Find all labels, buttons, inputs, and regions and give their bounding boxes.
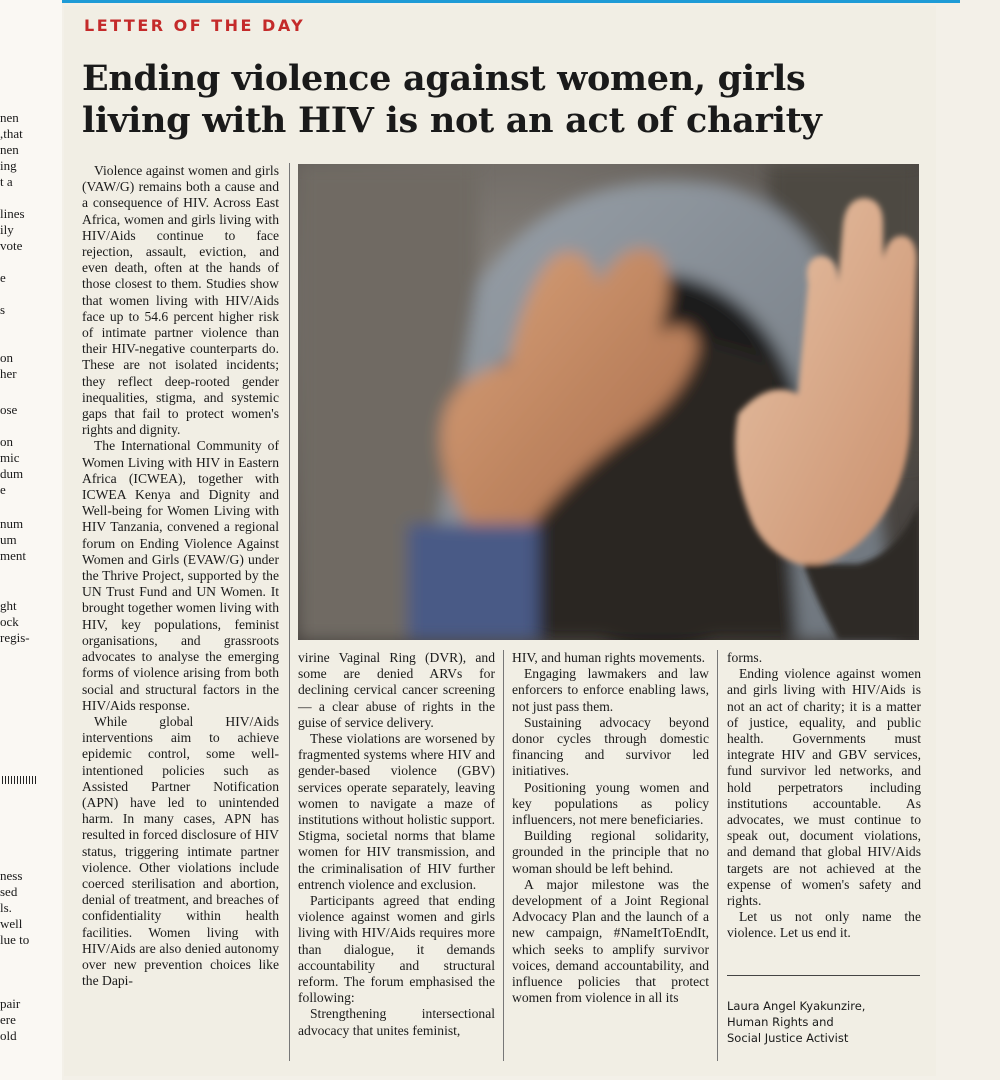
author-name: Laura Angel Kyakunzire,	[727, 999, 866, 1013]
paragraph: Ending violence against women and girls living with HIV/Aids is not an act of charity; it is a matter of justice, equality, and public health. Governments must integrate HIV and GBV services, fund survivor led networks, and hold perpetrators including institutions accountable. As advocates, we must continue to speak out, document violations, and demand that global HIV/Aids targets are not achieved at the expense of women's safety and rights.	[727, 666, 921, 909]
column-rule	[289, 163, 290, 1061]
margin-text-fragment: pair	[0, 996, 21, 1011]
paragraph: virine Vaginal Ring (DVR), and some are denied ARVs for declining cervical cancer screening — a clear abuse of rights in the guise of service delivery.	[298, 650, 495, 730]
margin-text-fragment: nen	[0, 142, 19, 157]
margin-text-fragment: regis-	[0, 630, 30, 645]
paragraph: The International Community of Women Living with HIV in Eastern Africa (ICWEA), together with ICWEA Kenya and Dignity and Well-being for Women Living with HIV Tanzania, convened a regional forum on Ending Violence Against Women and Girls (EVAW/G) under the Thrive Project, supported by the UN Trust Fund and UN Women. It brought together women living with HIV, key populations, feminist organisations, and grassroots advocates to analyse the emerging forms of violence arising from both social and structural factors in the HIV/Aids response.	[82, 438, 279, 713]
paragraph: forms.	[727, 650, 763, 665]
headline	[82, 58, 922, 142]
margin-text-fragment: e	[0, 482, 6, 497]
margin-text-fragment: ment	[0, 548, 26, 563]
margin-text-fragment: vote	[0, 238, 23, 253]
column-rule	[503, 650, 504, 1061]
author-title: Human Rights and	[727, 1015, 834, 1029]
margin-text-fragment: old	[0, 1028, 17, 1043]
margin-text-fragment: ls.	[0, 900, 12, 915]
paragraph: Violence against women and girls (VAW/G) remains both a cause and a consequence of HIV. Across East Africa, women and girls living with HIV/Aids continue to face rejection, assault, eviction, and even death, often at the hands of those closest to them. Studies show that women living with HIV/Aids face up to 54.6 percent higher risk of intimate partner violence than their HIV-negative counterparts do. These are not isolated incidents; they reflect deep-rooted gender inequalities, stigma, and systemic gaps that fail to protect women's rights and dignity.	[82, 163, 279, 438]
margin-text-fragment: num	[0, 516, 24, 531]
paragraph: Building regional solidarity, grounded in the principle that no woman should be left behind.	[512, 828, 709, 876]
paragraph: Participants agreed that ending violence against women and girls living with HIV/Aids requires more than dialogue, it demands accountability and structural reform. The forum emphasised the following:	[298, 893, 495, 1006]
margin-text-fragment: lue to	[0, 932, 30, 947]
margin-text-fragment: ock	[0, 614, 19, 629]
paragraph: HIV, and human rights movements.	[512, 650, 706, 665]
headline-line-2: living with HIV is not an act of charity	[82, 100, 822, 141]
margin-text-fragment: well	[0, 916, 23, 931]
signature-rule	[727, 975, 920, 976]
article-column-1	[82, 163, 279, 989]
margin-text-fragment: mic	[0, 450, 20, 465]
margin-text-fragment: ily	[0, 222, 14, 237]
paragraph: Engaging lawmakers and law enforcers to enforce enabling laws, not just pass them.	[512, 666, 709, 714]
article-column-3	[512, 650, 709, 1006]
margin-text-fragment: sed	[0, 884, 18, 899]
article-column-2	[298, 650, 495, 1039]
paragraph: These violations are worsened by fragmented systems where HIV and gender-based violence (GBV) services operate separately, leaving women to navigate a maze of institutions without holistic support. Stigma, societal norms that blame women for HIV transmission, and the criminalisation of HIV further entrench violence and exclusion.	[298, 731, 495, 892]
woman-shielding-face-image	[298, 164, 919, 640]
margin-text-fragment: her	[0, 366, 17, 381]
margin-text-fragment: ght	[0, 598, 17, 613]
margin-text-fragment: ing	[0, 158, 17, 173]
section-kicker: LETTER OF THE DAY	[84, 16, 306, 35]
paragraph: A major milestone was the development of a Joint Regional Advocacy Plan and the launch of a new campaign, #NameItToEndIt, which seeks to amplify survivor voices, demand accountability, and influence policies that protect women from violence in all its	[512, 876, 709, 1006]
margin-text-fragment: lines	[0, 206, 25, 221]
margin-text-fragment: dum	[0, 466, 24, 481]
margin-text-fragment: s	[0, 302, 6, 317]
margin-text-fragment: on	[0, 350, 13, 365]
article-photo	[298, 164, 919, 640]
margin-text-fragment: e	[0, 270, 6, 285]
author-signature	[727, 998, 865, 1046]
margin-text-fragment: nen	[0, 110, 19, 125]
top-accent-rule	[0, 0, 960, 3]
paragraph: Sustaining advocacy beyond donor cycles through domestic financing and survivor led initiatives.	[512, 714, 709, 779]
adjacent-column-fragment	[0, 0, 62, 1080]
column-rule	[717, 650, 718, 1061]
margin-text-fragment: ness	[0, 868, 23, 883]
headline-line-1: Ending violence against women, girls	[82, 58, 806, 99]
margin-text-fragment: on	[0, 434, 13, 449]
margin-text-fragment: t a	[0, 174, 13, 189]
paragraph: Positioning young women and key populations as policy influencers, not mere beneficiaries.	[512, 779, 709, 828]
paragraph: Let us not only name the violence. Let us end it.	[727, 909, 921, 941]
paragraph: While global HIV/Aids interventions aim to achieve epidemic control, some well-intentioned policies such as Assisted Partner Notification (APN) have led to unintended harm. In many cases, APN has resulted in forced disclosure of HIV status, triggering intimate partner violence. Other violations include coerced sterilisation and abortion, denial of treatment, and breaches of confidentiality within health facilities. Women living with HIV/Aids are also denied autonomy over new prevention choices like the Dapi-	[82, 713, 279, 989]
article-column-4	[727, 650, 921, 942]
author-title: Social Justice Activist	[727, 1031, 849, 1045]
margin-text-fragment: ,that	[0, 126, 23, 141]
paragraph: Strengthening intersectional advocacy that unites feminist,	[298, 1006, 495, 1038]
margin-barcode-mark	[2, 776, 38, 784]
margin-text-fragment: ere	[0, 1012, 16, 1027]
margin-text-fragment: ose	[0, 402, 18, 417]
margin-text-fragment: um	[0, 532, 17, 547]
